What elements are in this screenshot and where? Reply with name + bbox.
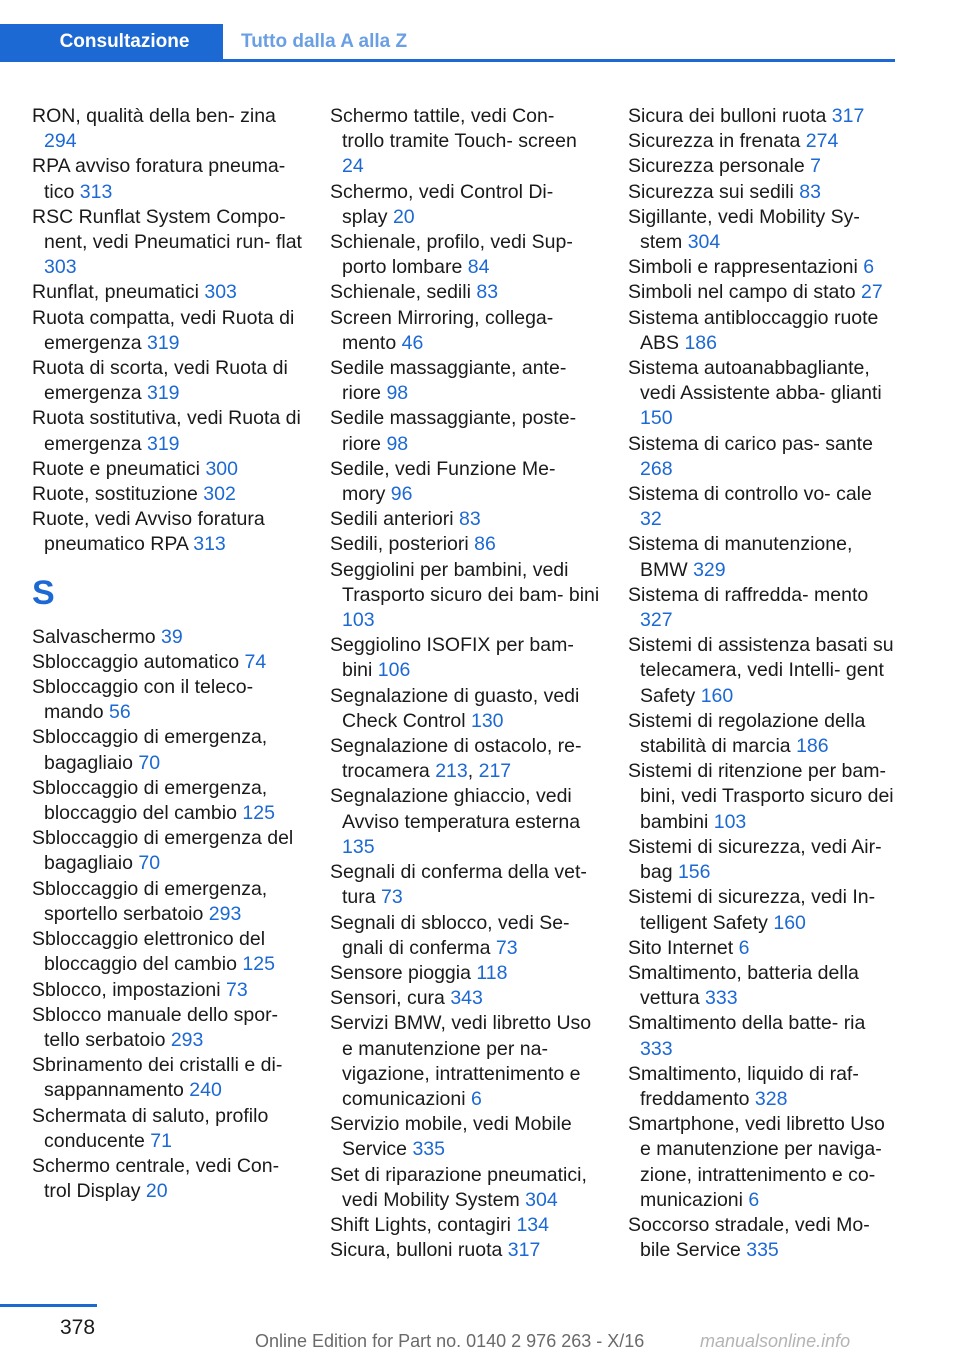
index-entry xyxy=(32,1104,302,1154)
index-entry xyxy=(330,961,600,986)
index-entry-text: Sistema di carico pas- sante xyxy=(628,432,873,455)
index-entry xyxy=(330,356,600,406)
page-link[interactable]: 150 xyxy=(640,407,673,430)
index-entry-text: Segnalazione ghiaccio, vedi Avviso temperatura esterna xyxy=(330,785,581,833)
index-entry-text: Sistema di raffredda- mento xyxy=(628,583,869,606)
index-entry-text: Schermo, vedi Control Di- splay xyxy=(330,180,554,228)
page-link[interactable]: 335 xyxy=(412,1138,445,1161)
page-link[interactable]: 304 xyxy=(525,1188,558,1211)
index-entry-text: Schienale, sedili xyxy=(330,281,477,304)
page-link[interactable]: 335 xyxy=(746,1239,779,1262)
index-entry-text: Sedili, posteriori xyxy=(330,533,475,556)
index-entry xyxy=(628,154,898,179)
page-link[interactable]: 268 xyxy=(640,457,673,480)
index-entry xyxy=(330,911,600,961)
index-entry xyxy=(330,784,600,860)
index-entry xyxy=(32,356,302,406)
index-entry xyxy=(330,1238,600,1263)
index-entry xyxy=(628,129,898,154)
page-link[interactable]: 135 xyxy=(342,835,375,858)
page-link[interactable]: 303 xyxy=(204,281,237,304)
index-entry-text: Sicurezza in frenata xyxy=(628,130,806,153)
index-entry xyxy=(32,205,302,281)
index-entry xyxy=(32,877,302,927)
index-entry xyxy=(330,507,600,532)
index-entry xyxy=(32,104,302,154)
index-entry xyxy=(32,280,302,305)
index-entry xyxy=(628,936,898,961)
index-entry-text: Ruote e pneumatici xyxy=(32,457,206,480)
index-entry-text: Salvaschermo xyxy=(32,625,161,648)
index-entry-text: Sistema di controllo vo- cale xyxy=(628,483,872,506)
index-entry-text: Sblocco, impostazioni xyxy=(32,978,227,1001)
index-entry xyxy=(628,432,898,482)
index-entry xyxy=(32,306,302,356)
page-link[interactable]: 317 xyxy=(507,1239,541,1262)
page-link[interactable]: 293 xyxy=(170,1028,204,1051)
index-entry xyxy=(628,759,898,835)
page-link[interactable]: 73 xyxy=(495,936,518,959)
index-column-2 xyxy=(330,104,600,1263)
index-entry-text: Ruota sostitutiva, vedi Ruota di emergenza xyxy=(32,407,301,455)
page-link[interactable]: 130 xyxy=(470,709,504,732)
index-entry-text: Sbrinamento dei cristalli e di- sappannamento xyxy=(32,1054,283,1102)
page-link[interactable]: 83 xyxy=(476,281,499,304)
index-entry xyxy=(330,558,600,634)
index-entry-text: Shift Lights, contagiri xyxy=(330,1213,517,1236)
index-entry xyxy=(628,633,898,709)
index-entry-text: Sbloccaggio automatico xyxy=(32,650,245,673)
index-entry xyxy=(330,230,600,280)
page-link[interactable]: 313 xyxy=(79,180,113,203)
index-entry-text: Ruote, vedi Avviso foratura pneumatico RPA xyxy=(32,508,265,556)
index-entry xyxy=(330,306,600,356)
page-link[interactable]: 343 xyxy=(450,987,483,1010)
index-entry xyxy=(32,978,302,1003)
index-entry-text: Sistemi di sicurezza, vedi In- telligent Safety xyxy=(628,886,876,934)
index-entry xyxy=(628,306,898,356)
index-entry xyxy=(330,1112,600,1162)
index-entry xyxy=(32,507,302,557)
index-entry xyxy=(628,1062,898,1112)
index-entry-text: Ruota di scorta, vedi Ruota di emergenza xyxy=(32,357,288,405)
index-entry-text: Schienale, profilo, vedi Sup- porto lombare xyxy=(330,231,573,279)
page-link[interactable]: 160 xyxy=(700,684,734,707)
index-entry xyxy=(330,860,600,910)
page-link[interactable]: 73 xyxy=(226,978,248,1001)
page-link[interactable]: 156 xyxy=(677,861,711,884)
page-link[interactable]: 106 xyxy=(377,659,411,682)
page-link[interactable]: 327 xyxy=(640,609,673,632)
index-entry-text: Schermata di saluto, profilo conducente xyxy=(32,1104,269,1152)
page-link[interactable]: 98 xyxy=(386,382,409,405)
page-link[interactable]: 274 xyxy=(805,130,839,153)
index-entry xyxy=(628,835,898,885)
index-entry-text: Segnalazione di guasto, vedi Check Control xyxy=(330,684,580,732)
page-link[interactable]: 125 xyxy=(242,802,275,825)
index-entry xyxy=(628,583,898,633)
index-entry xyxy=(330,633,600,683)
page-link[interactable]: 70 xyxy=(138,751,161,774)
index-entry-text: Sistemi di assistenza basati su telecamera, vedi Intelli- gent Safety xyxy=(628,634,894,707)
page-link[interactable]: 186 xyxy=(796,735,829,758)
page-link[interactable]: 74 xyxy=(244,650,267,673)
index-entry-text: Sedili anteriori xyxy=(330,508,459,531)
index-entry-text: Sbloccaggio di emergenza, sportello serbatoio xyxy=(32,877,268,925)
page-link[interactable]: 186 xyxy=(684,331,717,354)
index-entry xyxy=(628,1011,898,1061)
index-entry-text: Sicura dei bulloni ruota xyxy=(628,105,832,127)
index-entry-text: Sistema di manutenzione, BMW xyxy=(628,533,853,581)
index-entry-text: Sbloccaggio con il teleco- mando xyxy=(32,676,254,724)
edition-note: Online Edition for Part no. 0140 2 976 263 - X/16 xyxy=(255,1331,645,1351)
page-link[interactable]: 6 xyxy=(738,936,750,959)
index-entry xyxy=(628,961,898,1011)
index-entry-text: Sistema autoanabbagliante, vedi Assistente abba- glianti xyxy=(628,357,882,405)
page-link[interactable]: 160 xyxy=(773,911,806,934)
index-entry xyxy=(330,1163,600,1213)
index-entry-text: Sedile massaggiante, ante- riore xyxy=(330,357,567,405)
index-entry-text: Smaltimento della batte- ria xyxy=(628,1012,866,1035)
page-link[interactable]: 217 xyxy=(478,760,512,783)
page-link[interactable]: 333 xyxy=(705,987,738,1010)
page-link[interactable]: 319 xyxy=(146,331,180,354)
page-link[interactable]: 303 xyxy=(44,256,77,279)
index-entry-text: Runflat, pneumatici xyxy=(32,281,205,304)
page-link[interactable]: 98 xyxy=(386,432,409,455)
index-entry-text: Sito Internet xyxy=(628,936,739,959)
index-entry-text: Sigillante, vedi Mobility Sy- stem xyxy=(628,205,860,254)
index-entry-text: Sicurezza sui sedili xyxy=(628,180,800,203)
page-link[interactable]: 103 xyxy=(342,609,375,632)
index-entry xyxy=(32,675,302,725)
index-entry xyxy=(628,709,898,759)
page-link[interactable]: 125 xyxy=(242,953,275,976)
index-entry-text: Sistema antibloccaggio ruote ABS xyxy=(628,306,879,354)
index-entry-text: Schermo centrale, vedi Con- trol Display xyxy=(32,1154,280,1203)
index-entry xyxy=(330,1011,600,1112)
index-entry xyxy=(32,927,302,977)
index-entry-text: Sistemi di sicurezza, vedi Air- bag xyxy=(628,835,882,884)
watermark: manualsonline.info xyxy=(700,1331,851,1351)
index-entry xyxy=(32,776,302,826)
tab-tutto-dalla-a-alla-z[interactable]: Tutto dalla A alla Z xyxy=(241,30,408,52)
index-entry xyxy=(32,725,302,775)
page-link[interactable]: 319 xyxy=(146,382,180,405)
page-link[interactable]: 328 xyxy=(754,1087,788,1110)
index-entry xyxy=(330,406,600,456)
page-link[interactable]: 319 xyxy=(146,432,180,455)
index-entry-text: Sbloccaggio di emergenza del bagagliaio xyxy=(32,827,294,875)
page-link[interactable]: 46 xyxy=(401,331,424,354)
index-column-1 xyxy=(32,104,302,1204)
index-entry xyxy=(32,826,302,876)
index-entry-text: Sicurezza personale xyxy=(628,155,811,178)
index-entry-text: Ruote, sostituzione xyxy=(32,483,204,506)
index-entry-text: Set di riparazione pneumatici, vedi Mobility System xyxy=(330,1163,587,1211)
page-link[interactable]: 213 xyxy=(435,760,468,783)
index-entry xyxy=(32,1003,302,1053)
index-entry xyxy=(628,482,898,532)
index-entry-text: Sedile massaggiante, poste- riore xyxy=(330,407,577,455)
page-link[interactable]: 7 xyxy=(810,155,821,178)
page-link[interactable]: 304 xyxy=(687,231,721,254)
index-entry-text: Sicura, bulloni ruota xyxy=(330,1239,508,1262)
page-link[interactable]: 71 xyxy=(150,1129,172,1152)
index-entry-text: Screen Mirroring, collega- mento xyxy=(330,306,554,354)
index-entry xyxy=(330,180,600,230)
index-entry-text: Segnalazione di ostacolo, re- trocamera xyxy=(330,735,582,783)
index-entry xyxy=(32,1053,302,1103)
index-entry xyxy=(32,1154,302,1204)
page-link[interactable]: 118 xyxy=(476,961,508,984)
page-number: 378 xyxy=(60,1316,96,1339)
index-entry-text: RON, qualità della ben- zina xyxy=(32,105,276,127)
page-link[interactable]: 333 xyxy=(640,1037,673,1060)
index-entry-text: Seggiolini per bambini, vedi Trasporto sicuro dei bam- bini xyxy=(330,558,600,606)
index-entry: Segnalazione di ostacolo, re- trocamera 213, 217 xyxy=(330,735,582,783)
page-link[interactable]: 20 xyxy=(392,205,415,228)
index-entry xyxy=(32,406,302,456)
page-link[interactable]: 6 xyxy=(863,256,875,279)
index-entry-text: Smaltimento, liquido di raf- freddamento xyxy=(628,1062,859,1110)
page-link[interactable]: 56 xyxy=(109,701,131,724)
index-entry-text: Schermo tattile, vedi Con- trollo tramite Touch- screen xyxy=(330,105,577,153)
index-entry xyxy=(330,684,600,734)
index-entry xyxy=(330,986,600,1011)
page-link[interactable]: 70 xyxy=(138,852,161,875)
page-link[interactable]: 293 xyxy=(208,902,242,925)
index-entry xyxy=(628,532,898,582)
index-entry xyxy=(628,104,898,129)
page-link[interactable]: 86 xyxy=(474,533,496,556)
index-entry-text: Smartphone, vedi libretto Uso e manutenzione per naviga- zione, intrattenimento e co- municazioni xyxy=(628,1113,885,1211)
index-entry-text: Servizio mobile, vedi Mobile Service xyxy=(330,1113,572,1161)
index-entry xyxy=(32,457,302,482)
index-entry-text: Servizi BMW, vedi libretto Uso e manutenzione per na- vigazione, intrattenimento e comunicazioni xyxy=(330,1012,592,1110)
index-entry xyxy=(32,482,302,507)
page-link[interactable]: 83 xyxy=(799,180,821,203)
index-entry-text: RPA avviso foratura pneuma- tico xyxy=(32,155,286,203)
index-entry xyxy=(32,625,302,650)
index-entry-text: Sensore pioggia xyxy=(330,961,477,984)
tab-consultazione[interactable]: Consultazione xyxy=(0,24,223,59)
index-entry-text: Sistemi di ritenzione per bam- bini, vedi Trasporto sicuro dei bambini xyxy=(628,760,894,833)
page-link[interactable]: 6 xyxy=(470,1087,482,1110)
header-bar xyxy=(0,24,895,62)
index-entry xyxy=(628,1112,898,1213)
index-entry-text: Simboli e rappresentazioni xyxy=(628,256,864,279)
index-entry-text: Sbloccaggio di emergenza, bloccaggio del cambio xyxy=(32,776,268,825)
footer-accent-line xyxy=(0,1304,97,1307)
index-entry-text: Soccorso stradale, vedi Mo- bile Service xyxy=(628,1213,870,1262)
index-entry-text: Segnali di sblocco, vedi Se- gnali di conferma xyxy=(330,911,570,959)
page-link[interactable]: 240 xyxy=(189,1079,222,1102)
index-entry-text: Ruota compatta, vedi Ruota di emergenza xyxy=(32,306,295,354)
section-letter: S xyxy=(32,573,55,612)
index-column-3 xyxy=(628,104,898,1263)
index-entry xyxy=(32,650,302,675)
page-link[interactable]: 73 xyxy=(381,886,403,909)
index-entry xyxy=(628,205,898,255)
page-link[interactable]: 24 xyxy=(342,155,364,178)
page-link[interactable]: 329 xyxy=(693,558,726,581)
index-entry xyxy=(628,356,898,432)
index-entry xyxy=(330,457,600,507)
index-entry-text: RSC Runflat System Compo- nent, vedi Pneumatici run- flat xyxy=(32,205,302,254)
page-link[interactable]: 32 xyxy=(640,508,662,531)
index-entry-text: Sistemi di regolazione della stabilità di marcia xyxy=(628,709,866,758)
page-link[interactable]: 294 xyxy=(44,130,77,153)
page-link[interactable]: 84 xyxy=(467,256,490,279)
index-entry-text: Sbloccaggio di emergenza, bagagliaio xyxy=(32,726,268,774)
index-entry xyxy=(628,885,898,935)
page-link[interactable]: 20 xyxy=(145,1180,168,1203)
index-entry xyxy=(330,532,600,557)
page-link[interactable]: 300 xyxy=(205,457,238,480)
page-link[interactable]: 96 xyxy=(390,483,413,506)
index-entry xyxy=(628,180,898,205)
index-entry-text: Segnali di conferma della vet- tura xyxy=(330,861,587,909)
index-entry xyxy=(32,154,302,204)
index-entry-text: Sblocco manuale dello spor- tello serbatoio xyxy=(32,1003,279,1051)
page-link[interactable]: 6 xyxy=(748,1188,760,1211)
index-entry xyxy=(330,1213,600,1238)
page-link[interactable]: 103 xyxy=(713,810,747,833)
index-entry xyxy=(330,104,600,180)
index-entry xyxy=(628,280,898,305)
page-link[interactable]: 317 xyxy=(831,105,865,127)
index-entry-text: Simboli nel campo di stato xyxy=(628,281,862,304)
index-entry xyxy=(628,1213,898,1263)
index-entry xyxy=(628,255,898,280)
page-link[interactable]: 134 xyxy=(516,1213,549,1236)
index-entry xyxy=(330,280,600,305)
index-entry-text: Sedile, vedi Funzione Me- mory xyxy=(330,457,556,506)
page-link[interactable]: 302 xyxy=(203,483,236,506)
index-entry-text: Sensori, cura xyxy=(330,987,451,1010)
index-entry-text: Smaltimento, batteria della vettura xyxy=(628,961,859,1010)
page-link[interactable]: 39 xyxy=(160,625,183,648)
page-link[interactable]: 83 xyxy=(458,508,481,531)
index-entry-text: Seggiolino ISOFIX per bam- bini xyxy=(330,634,574,682)
page-link[interactable]: 27 xyxy=(861,281,883,304)
index-entry-text: Sbloccaggio elettronico del bloccaggio del cambio xyxy=(32,928,266,976)
page-link[interactable]: 313 xyxy=(193,533,226,556)
